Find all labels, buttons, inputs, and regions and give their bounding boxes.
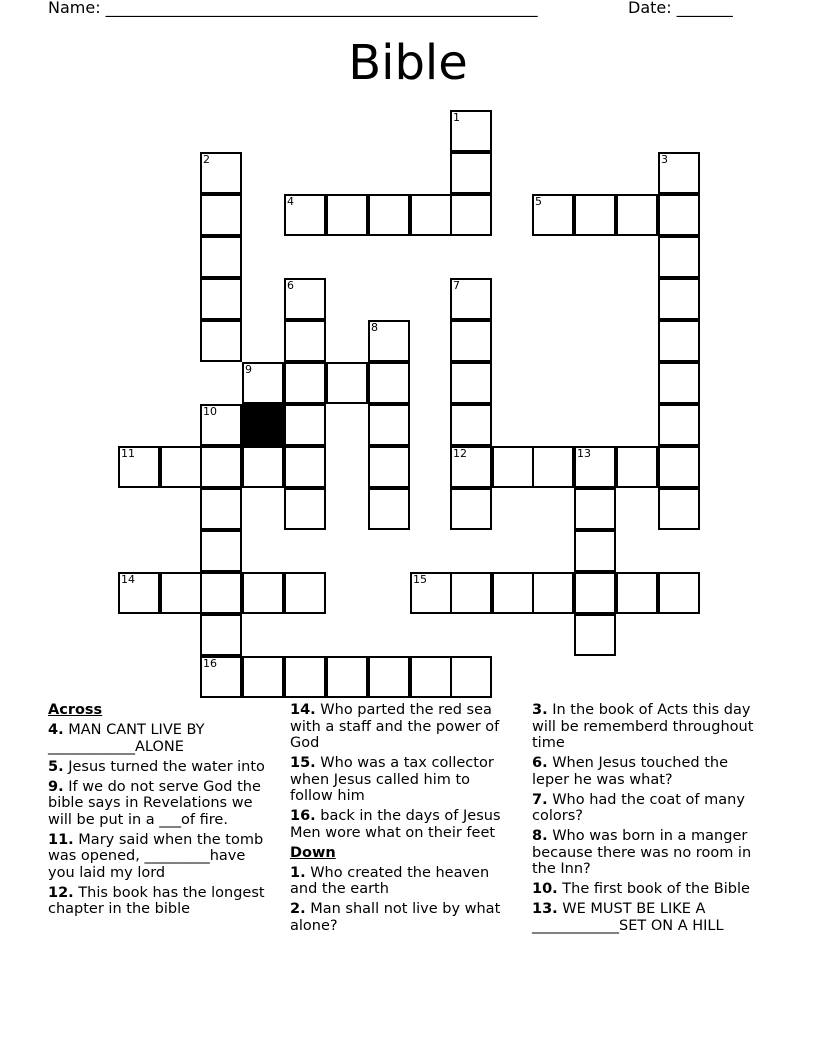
clue-number: 6 — [287, 279, 294, 292]
clue-number: 10. — [532, 881, 558, 897]
clue-text: Who was a tax collector when Jesus called him to follow him — [290, 755, 494, 804]
clue-item — [532, 792, 758, 825]
crossword-cell[interactable] — [658, 194, 700, 236]
clue-number: 7. — [532, 791, 548, 808]
crossword-cell[interactable] — [368, 404, 410, 446]
clue-text: In the book of Acts this day will be rememberd throughout time — [532, 702, 754, 751]
clue-number: 11. — [48, 831, 74, 848]
clue-number: 5. — [48, 758, 64, 775]
clue-item — [532, 828, 758, 878]
crossword-cell[interactable] — [450, 278, 492, 320]
clue-item — [532, 755, 758, 788]
clue-text: This book has the longest chapter in the bible — [48, 884, 265, 917]
clue-item — [290, 808, 516, 841]
crossword-cell[interactable] — [200, 194, 242, 236]
crossword-cell[interactable] — [574, 488, 616, 530]
crossword-cell[interactable] — [284, 572, 326, 614]
crossword-cell[interactable] — [118, 572, 160, 614]
clue-number: 10 — [203, 405, 217, 418]
clue-number: 8 — [371, 321, 378, 334]
clue-item — [48, 722, 274, 755]
crossword-cell[interactable] — [658, 404, 700, 446]
crossword-cell[interactable] — [532, 572, 574, 614]
crossword-cell[interactable] — [658, 278, 700, 320]
crossword-cell[interactable] — [574, 614, 616, 656]
clue-number: 4. — [48, 722, 64, 738]
crossword-cell[interactable] — [200, 152, 242, 194]
across-clue-list — [48, 722, 274, 918]
clues-column-2 — [290, 702, 516, 938]
crossword-cell[interactable] — [410, 194, 452, 236]
crossword-cell[interactable] — [450, 404, 492, 446]
crossword-cell[interactable] — [118, 446, 160, 488]
clue-number: 16. — [290, 808, 316, 824]
crossword-cell[interactable] — [574, 572, 616, 614]
crossword-cell[interactable] — [200, 530, 242, 572]
crossword-cell[interactable] — [200, 404, 242, 446]
crossword-cell[interactable] — [242, 656, 284, 698]
clue-item — [532, 702, 758, 752]
clue-number: 15. — [290, 755, 316, 771]
crossword-cell[interactable] — [284, 656, 326, 698]
crossword-cell[interactable] — [326, 656, 368, 698]
clue-number: 14 — [121, 573, 135, 586]
clue-text: Who had the coat of many colors? — [532, 791, 745, 824]
clue-text: back in the days of Jesus Men wore what on their feet — [290, 808, 501, 841]
clue-number: 7 — [453, 279, 460, 292]
clue-number: 8. — [532, 828, 548, 844]
clue-number: 15 — [413, 573, 427, 586]
crossword-cell[interactable] — [200, 278, 242, 320]
crossword-cell[interactable] — [368, 194, 410, 236]
clue-number: 1 — [453, 111, 460, 124]
clue-item — [48, 885, 274, 918]
crossword-cell[interactable] — [658, 152, 700, 194]
clue-number: 12 — [453, 447, 467, 460]
crossword-cell[interactable] — [242, 446, 284, 488]
crossword-cell[interactable] — [450, 320, 492, 362]
name-field-label: Name: ______________________________________________________ — [48, 0, 538, 17]
crossword-cell[interactable] — [368, 320, 410, 362]
clue-item — [532, 901, 758, 934]
clue-text: The first book of the Bible — [557, 881, 750, 897]
clue-number: 14. — [290, 702, 316, 718]
clue-item — [290, 901, 516, 934]
clue-item — [48, 779, 274, 829]
crossword-cell[interactable] — [284, 446, 326, 488]
clue-number: 2. — [290, 901, 306, 917]
crossword-cell[interactable] — [450, 110, 492, 152]
across-heading: Across — [48, 702, 103, 718]
crossword-cell[interactable] — [200, 320, 242, 362]
crossword-cell[interactable] — [368, 446, 410, 488]
down-clue-list-continued — [532, 702, 758, 934]
crossword-cell[interactable] — [574, 194, 616, 236]
crossword-cell[interactable] — [200, 446, 242, 488]
crossword-cell[interactable] — [450, 194, 492, 236]
clues-column-1 — [48, 702, 274, 921]
clue-number: 13. — [532, 901, 558, 917]
across-clue-list-continued — [290, 702, 516, 841]
crossword-cell[interactable] — [200, 656, 242, 698]
crossword-cell[interactable] — [616, 572, 658, 614]
clue-text: Who was born in a manger because there was no room in the Inn? — [532, 828, 752, 877]
clue-number: 13 — [577, 447, 591, 460]
crossword-cell[interactable] — [450, 572, 492, 614]
crossword-cell[interactable] — [450, 488, 492, 530]
down-clue-list — [290, 865, 516, 935]
crossword-cell[interactable] — [658, 320, 700, 362]
crossword-cell[interactable] — [200, 236, 242, 278]
crossword-cell[interactable] — [658, 488, 700, 530]
crossword-cell[interactable] — [284, 278, 326, 320]
crossword-cell[interactable] — [284, 404, 326, 446]
clue-text: Who parted the red sea with a staff and the power of God — [290, 702, 500, 751]
clue-text: Who created the heaven and the earth — [290, 864, 490, 897]
crossword-cell[interactable] — [658, 362, 700, 404]
crossword-cell[interactable] — [284, 362, 326, 404]
crossword-cell[interactable] — [492, 446, 534, 488]
crossword-cell[interactable] — [532, 194, 574, 236]
clue-item — [48, 759, 274, 776]
clue-text: When Jesus touched the leper he was what? — [532, 755, 729, 788]
crossword-cell[interactable] — [284, 320, 326, 362]
crossword-cell[interactable] — [658, 236, 700, 278]
crossword-cell[interactable] — [368, 362, 410, 404]
crossword-cell[interactable] — [284, 488, 326, 530]
clue-number: 3 — [661, 153, 668, 166]
crossword-cell[interactable] — [492, 572, 534, 614]
clues-column-3 — [532, 702, 758, 938]
clue-text: If we do not serve God the bible says in Revelations we will be put in a ___of fire. — [48, 778, 261, 828]
clue-text: Jesus turned the water into — [63, 758, 265, 775]
clue-text: Man shall not live by what alone? — [290, 901, 501, 934]
crossword-cell[interactable] — [450, 656, 492, 698]
clue-item — [290, 702, 516, 752]
crossword-cell[interactable] — [616, 194, 658, 236]
crossword-cell[interactable] — [532, 446, 574, 488]
crossword-cell[interactable] — [242, 572, 284, 614]
crossword-cell[interactable] — [410, 572, 452, 614]
crossword-cell[interactable] — [450, 446, 492, 488]
crossword-black-cell — [242, 404, 284, 446]
down-heading: Down — [290, 844, 336, 861]
clue-text: MAN CANT LIVE BY ____________ALONE — [48, 722, 205, 755]
clue-number: 6. — [532, 755, 548, 771]
crossword-cell[interactable] — [450, 362, 492, 404]
crossword-cell[interactable] — [200, 614, 242, 656]
clue-number: 9. — [48, 778, 64, 795]
crossword-cell[interactable] — [368, 656, 410, 698]
clue-number: 3. — [532, 702, 548, 718]
crossword-cell[interactable] — [200, 488, 242, 530]
crossword-cell[interactable] — [410, 656, 452, 698]
clue-number: 4 — [287, 195, 294, 208]
crossword-cell[interactable] — [616, 446, 658, 488]
crossword-cell[interactable] — [160, 572, 202, 614]
clue-text: WE MUST BE LIKE A ____________SET ON A HILL — [532, 901, 724, 934]
crossword-cell[interactable] — [326, 362, 368, 404]
crossword-cell[interactable] — [200, 572, 242, 614]
clue-item — [290, 865, 516, 898]
crossword-cell[interactable] — [368, 488, 410, 530]
crossword-cell[interactable] — [160, 446, 202, 488]
clue-number: 9 — [245, 363, 252, 376]
clue-item — [48, 832, 274, 882]
clue-number: 5 — [535, 195, 542, 208]
crossword-cell[interactable] — [326, 194, 368, 236]
clue-item — [532, 881, 758, 898]
clue-number: 16 — [203, 657, 217, 670]
crossword-cell[interactable] — [242, 362, 284, 404]
clue-item — [290, 755, 516, 805]
clue-number: 11 — [121, 447, 135, 460]
crossword-cell[interactable] — [658, 446, 700, 488]
date-field-label: Date: _______ — [628, 0, 733, 17]
crossword-cell[interactable] — [574, 530, 616, 572]
clue-number: 12. — [48, 884, 74, 901]
crossword-cell[interactable] — [450, 152, 492, 194]
clue-number: 1. — [290, 864, 306, 881]
clue-number: 2 — [203, 153, 210, 166]
crossword-cell[interactable] — [658, 572, 700, 614]
crossword-cell[interactable] — [574, 446, 616, 488]
clue-text: Mary said when the tomb was opened, _________have you laid my lord — [48, 831, 264, 881]
crossword-cell[interactable] — [284, 194, 326, 236]
page-title: Bible — [348, 35, 468, 91]
